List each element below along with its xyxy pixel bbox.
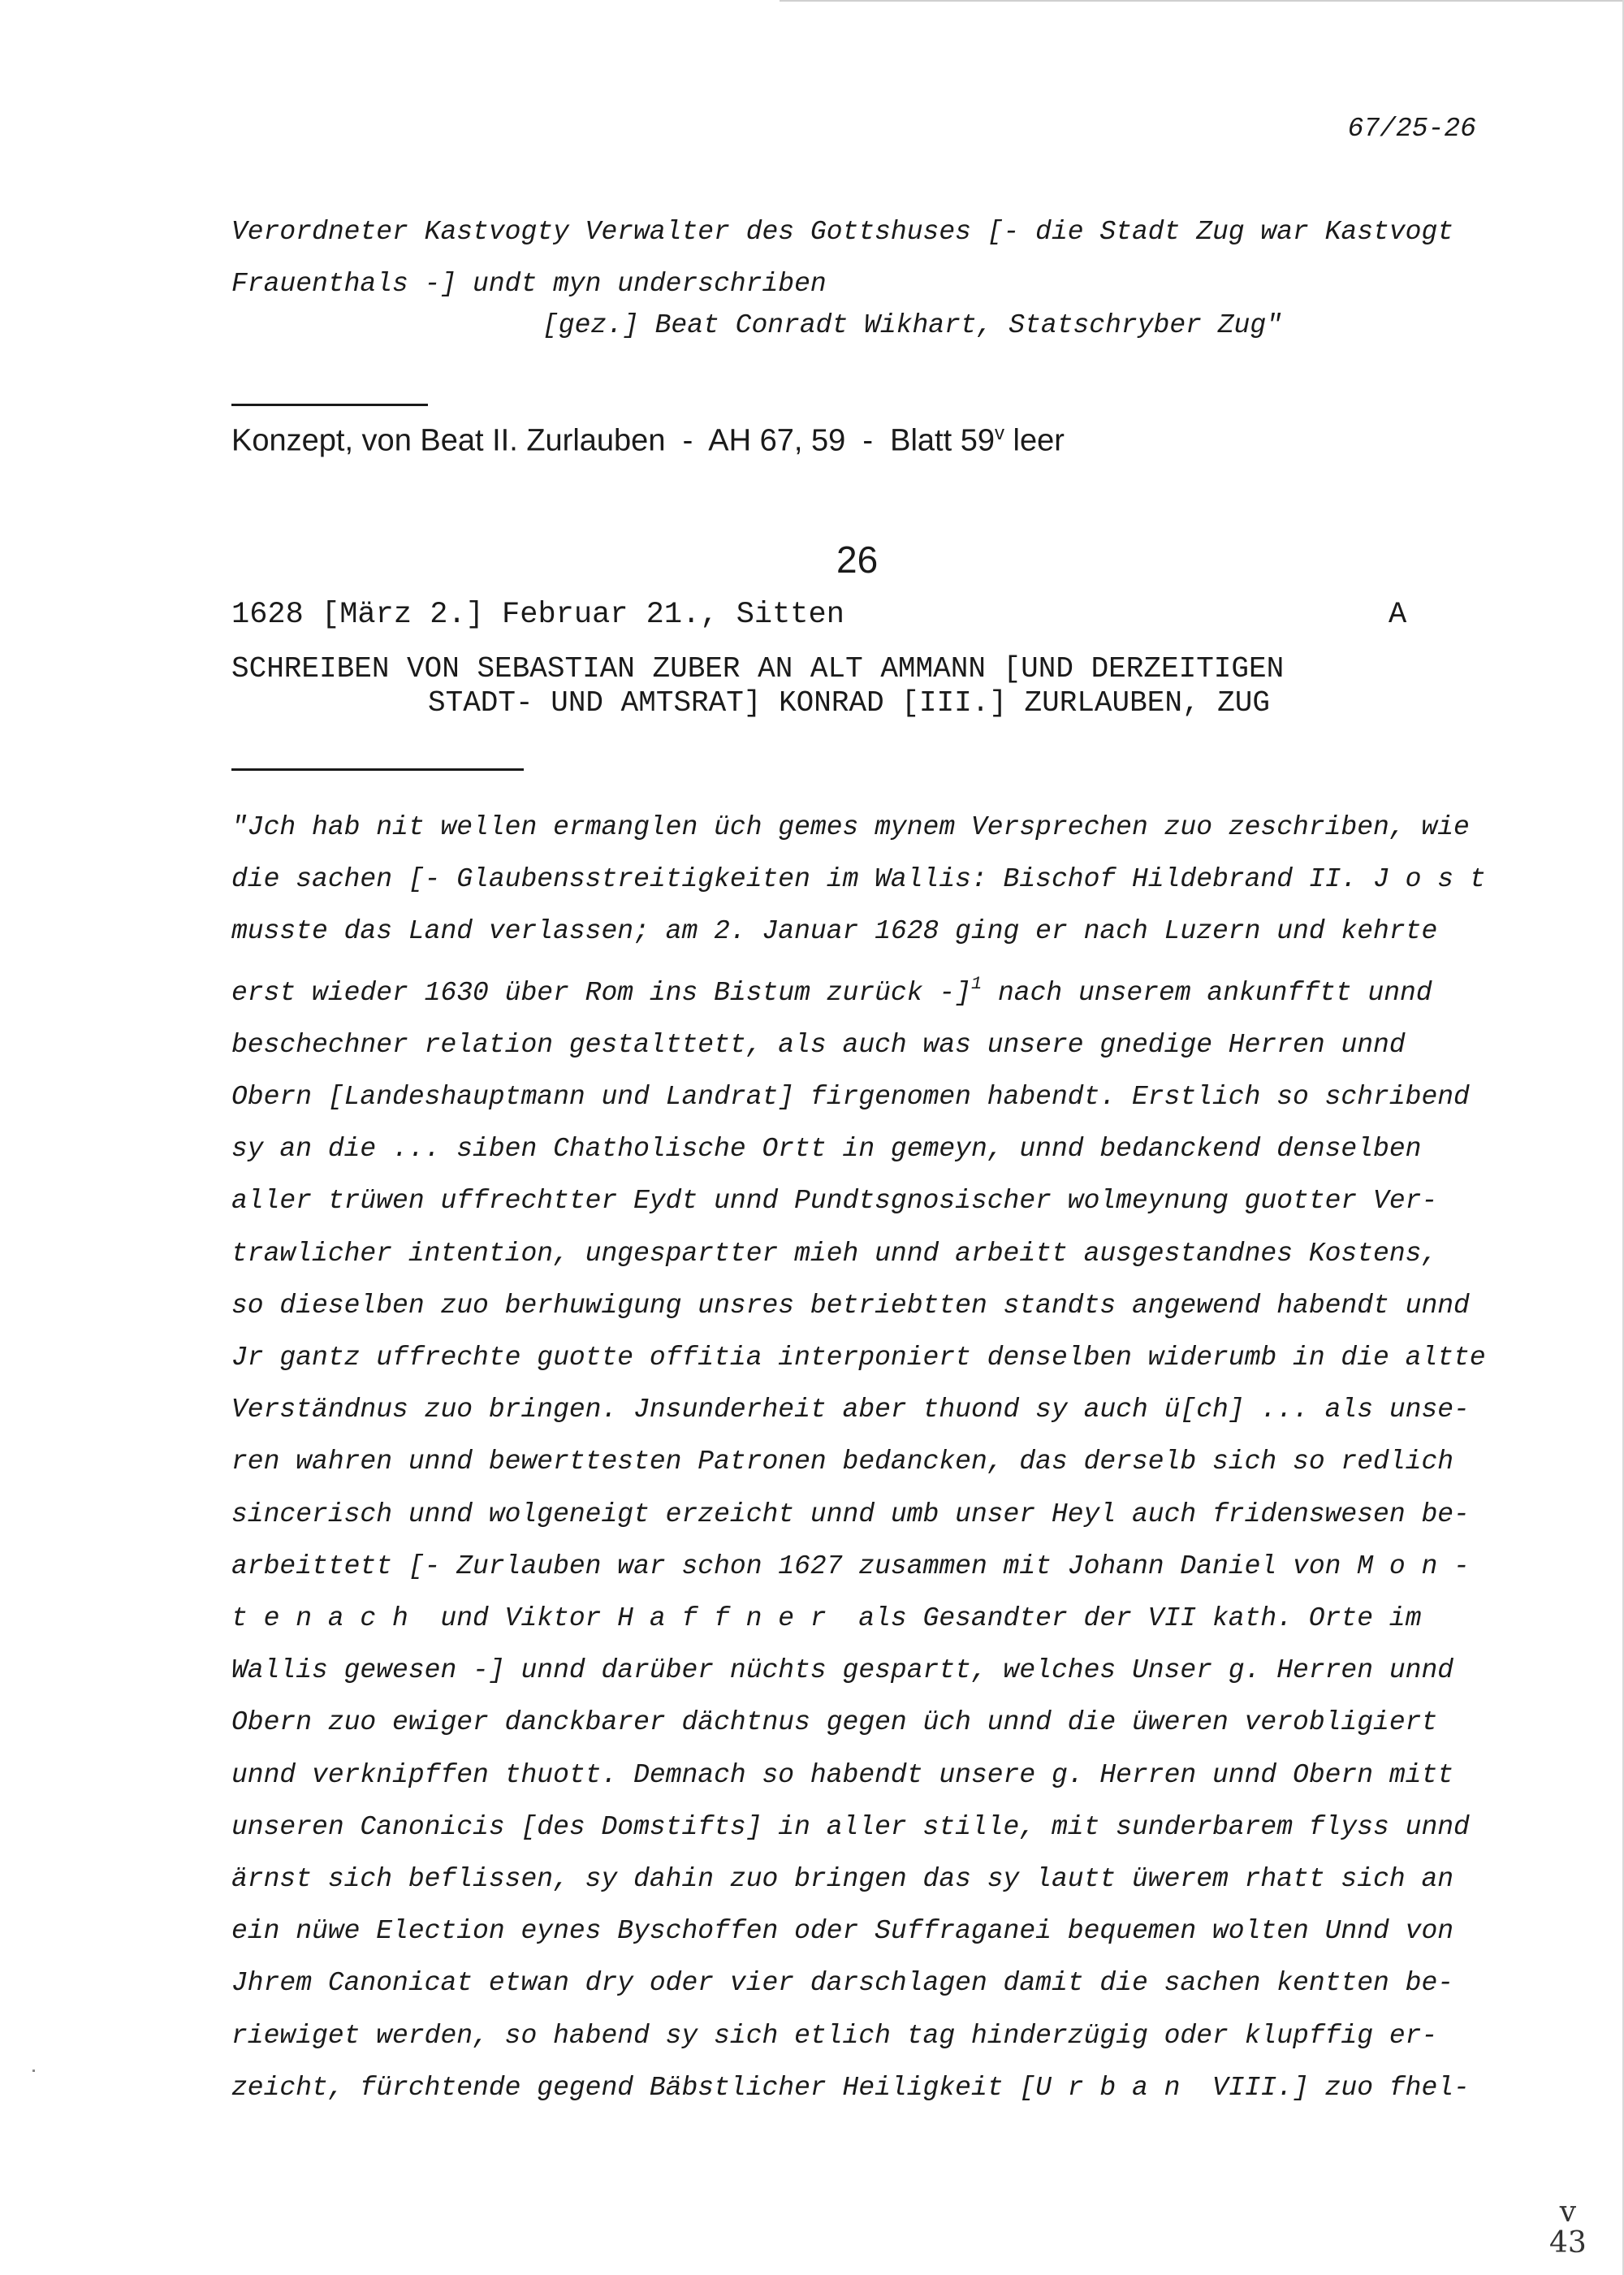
body-line <box>231 1593 1498 1645</box>
spaced-name: Jost <box>1373 864 1502 895</box>
body-line: Jhrem Canonicat etwan dry oder vier darschlagen damit die sachen kentten be- <box>231 1968 1454 1999</box>
body-line: ärnst sich beflissen, sy dahin zuo bringen das sy lautt üwerem rhatt sich an <box>231 1864 1454 1895</box>
page-reference: 67/25-26 <box>1347 114 1476 144</box>
scan-speck <box>32 2070 35 2072</box>
letter-marker: A <box>1389 598 1407 632</box>
separator-rule <box>231 404 428 406</box>
body-line: musste das Land verlassen; am 2. Januar 1628 ging er nach Luzern und kehrte <box>231 916 1438 947</box>
body-text-span: erst wieder 1630 über Rom ins Bistum zurück -] <box>231 977 971 1008</box>
letter-closing <box>231 206 1498 310</box>
spaced-name: Urban <box>1035 2072 1197 2103</box>
closing-line: Frauenthals -] undt myn underschriben <box>231 269 827 299</box>
body-line <box>231 1541 1498 1593</box>
concept-superscript: v <box>994 422 1004 444</box>
body-line: "Jch hab nit wellen ermanglen üch gemes mynem Versprechen zuo zeschriben, wie <box>231 812 1470 842</box>
body-text-span: VIII.] zuo fhel- <box>1196 2072 1470 2103</box>
body-line: unseren Canonicis [des Domstifts] in aller stille, mit sunderbarem flyss unnd <box>231 1811 1470 1842</box>
document-heading-line: STADT- UND AMTSRAT] KONRAD [III.] ZURLAUBEN, ZUG <box>428 686 1270 720</box>
body-text-span: zeicht, fürchtende gegend Bäbstlicher Heiligkeit [ <box>231 2072 1036 2103</box>
body-line <box>231 854 1502 906</box>
date-line: 1628 [März 2.] Februar 21., Sitten <box>231 598 844 632</box>
concept-note <box>231 422 1065 459</box>
spaced-name: tenach <box>231 1603 425 1634</box>
spaced-name: Haffner <box>617 1603 843 1634</box>
spaced-name: Mon- <box>1357 1551 1486 1581</box>
body-line: Obern [Landeshauptmann und Landrat] firgenomen habendt. Erstlich so schribend <box>231 1082 1470 1113</box>
signature-line: [gez.] Beat Conradt Wikhart, Statschryber Zug" <box>542 310 1282 340</box>
document-number: 26 <box>836 538 879 581</box>
body-line: riewiget werden, so habend sy sich etlich tag hinderzügig oder klupffig er- <box>231 2020 1438 2051</box>
footnote-marker: 1 <box>970 973 983 994</box>
body-line <box>231 2062 1498 2114</box>
body-line: sy an die ... siben Chatholische Ortt in gemeyn, unnd bedanckend denselben <box>231 1134 1422 1165</box>
body-line: Verständnus zuo bringen. Jnsunderheit aber thuond sy auch ü[ch] ... als unse- <box>231 1395 1470 1425</box>
body-line: unnd verknipffen thuott. Demnach so habendt unsere g. Herren unnd Obern mitt <box>231 1759 1454 1790</box>
body-line: sincerisch unnd wolgeneigt erzeicht unnd umb unser Heyl auch fridenswesen be- <box>231 1499 1470 1529</box>
mark-top: v <box>1559 2195 1577 2229</box>
body-line: so dieselben zuo berhuwigung unsres betriebtten standts angewend habendt unnd <box>231 1290 1470 1321</box>
body-text-span: nach unserem ankunfftt unnd <box>982 977 1432 1008</box>
concept-tail: leer <box>1004 423 1065 458</box>
body-text-span: und Viktor <box>424 1603 618 1634</box>
body-line: ren wahren unnd bewerttesten Patronen bedancken, das derselb sich so redlich <box>231 1447 1454 1477</box>
mark-bottom: 43 <box>1549 2226 1587 2260</box>
body-line: beschechner relation gestalttett, als auch was unsere gnedige Herren unnd <box>231 1029 1406 1060</box>
body-line: trawlicher intention, ungespartter mieh unnd arbeitt ausgestandnes Kostens, <box>231 1238 1438 1269</box>
handwritten-page-mark <box>1549 2197 1587 2259</box>
letter-body <box>231 802 1502 2114</box>
separator-rule <box>231 768 524 771</box>
body-text-span: die sachen [- Glaubensstreitigkeiten im Wallis: Bischof Hildebrand II. <box>231 864 1374 895</box>
top-border-line <box>780 0 1624 2</box>
body-text-span: als Gesandter der VII kath. Orte im <box>842 1603 1422 1634</box>
concept-text: Konzept, von Beat II. Zurlauben - AH 67, 59 - Blatt 59 <box>231 423 995 458</box>
body-line: Obern zuo ewiger danckbarer dächtnus gegen üch unnd die üweren verobligiert <box>231 1707 1438 1738</box>
closing-line: Verordneter Kastvogty Verwalter des Gottshuses [- die Stadt Zug war Kastvogt <box>231 217 1454 247</box>
body-line: aller trüwen uffrechtter Eydt unnd Pundtsgnosischer wolmeynung guotter Ver- <box>231 1186 1438 1217</box>
body-line: ein nüwe Election eynes Byschoffen oder Suffraganei bequemen wolten Unnd von <box>231 1916 1454 1947</box>
body-line: Wallis gewesen -] unnd darüber nüchts gespartt, welches Unser g. Herren unnd <box>231 1655 1454 1686</box>
body-line: Jr gantz uffrechte guotte offitia interponiert denselben widerumb in die altte <box>231 1343 1486 1373</box>
document-heading-line: SCHREIBEN VON SEBASTIAN ZUBER AN ALT AMMANN [UND DERZEITIGEN <box>231 652 1285 686</box>
body-line <box>231 958 1498 1019</box>
body-text-span: arbeittett [- Zurlauben war schon 1627 zusammen mit Johann Daniel von <box>231 1551 1358 1581</box>
